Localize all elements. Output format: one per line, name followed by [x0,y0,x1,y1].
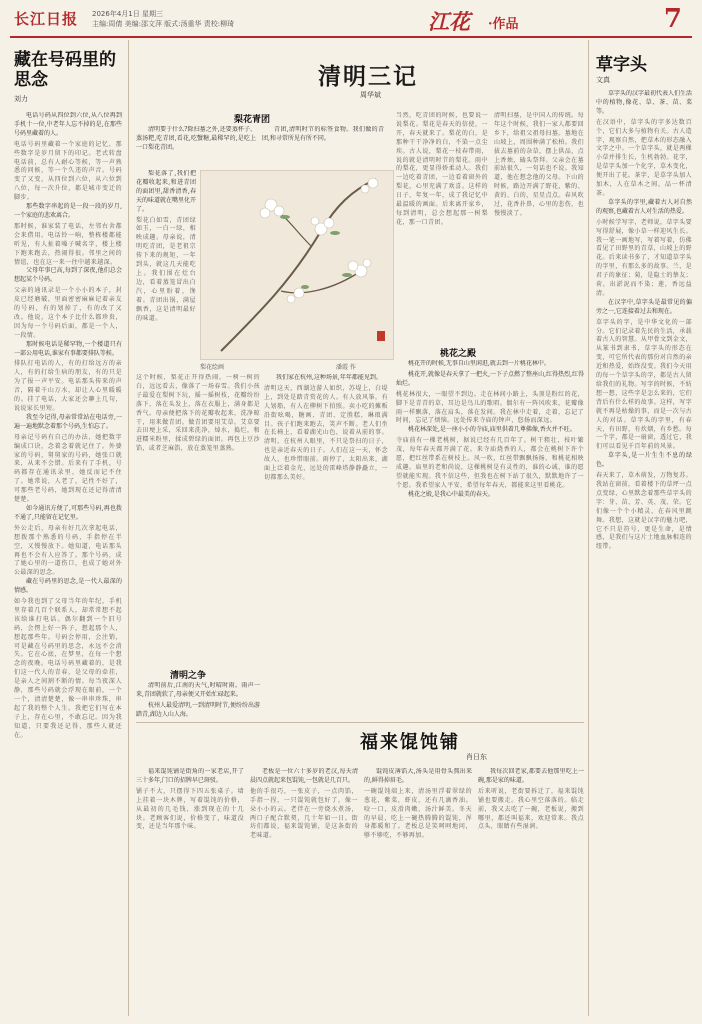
text-filler: 清明扫墓，是中国人的传统。每年这个时候，我们一家人都要回乡下，给祖父祖母扫墓。墓地在山坡上，周围种满了松柏。我们拔去墓前的杂草，摆上供品，点上香烛，磕头祭拜。父亲会在墓前站很久，一句话也不说。我知道，他在想念他的父母。下山的时候，路边开满了野花，紫的、黄的、白的，星星点点。春风吹过，花香扑鼻，心里的悲伤，也慢慢淡了。 [494,112,584,217]
paragraph: 福来馄饨铺是街角的一家老店,开了三十多年,门口的招牌早已斑驳。 [136,768,244,784]
text-filler: 小时候学写字，老师说，草字头要写得舒展，像小草一样迎风生长。我一笔一画地写，写着写着，仿佛看见了田野里的青草，山坡上的野花。后来读书多了，才知道草字头的字里，有那么多的故事。兰，是君子的象征；菊，是隐士的挚友；荷，出淤泥而不染；莲，香远益清。 [596,218,692,297]
paragraph: 如今通讯方便了,可那些号码,再也拨不通了,只能留在记忆里。 [14,504,122,521]
text-filler: 母亲记号码有自己的办法，她把数字编成口诀，念着念着就记住了。外婆家的号码，舅舅家的号码，她张口就来，从来不会错。后来有了手机，号码都存在通讯录里，她反而记不住了。她常说，人老了，记性不好了，可那些老号码，她到现在还记得清清楚楚。 [14,433,122,504]
bottom-col-4 [478,768,584,1018]
paragraph: 我们家在杭州,这种场景,年年都能见到。 [276,374,382,381]
text-filler: 春天来了，草木萌发，万物复苏。我站在窗前，看着楼下的草坪一点点变绿，心里默念着那些草字头的字：芽、苗、芳、英、茂、荣。它们像一个个小精灵，在春风里跳舞。我想，这就是汉字的魅力吧，它不只是符号，更是生命，是情感，是我们与这片土地血脉相连的纽带。 [596,472,692,551]
paragraph: 杭州人最爱清明,一到清明时节,便纷纷出游踏青,湖边人山人海。 [136,701,260,718]
paragraph: 草字头的汉字最初代表人们生活中的植物,像花、草、茶、苗、菜等。 [596,90,692,115]
paragraph: 电话号码从四位到六位,从八位再到手机十一位,中老年人忘不掉的是,在那些号码里藏着的人。 [14,112,122,137]
right-article-body [596,90,692,1016]
paragraph: 草字头的字里,藏着古人对自然的观察,也藏着古人对生活的热爱。 [596,198,692,215]
feature-intro-2 [262,126,384,166]
text-filler: 后来听说，老街要拆迁了，福来馄饨铺也要搬走。我心里空落落的。临走前，我又去吃了一碗，老板说，搬到哪里，都还叫福来，欢迎常来。我点点头，眼睛有些湿润。 [478,787,584,831]
text-filler: 梨花白如雪，青团绿如玉，一白一绿，相映成趣。母亲说，清明吃青团，是老祖宗传下来的规矩，一年到头，就这几天能吃上。我们围在灶台边，看着蒸笼冒出白汽，心里盼着，馋着。青团出锅，满屋飘香，这是清明最好的味道。 [136,216,196,322]
paragraph: 老板是一位六十多岁的老汉,每天清晨四点就起来包馄饨,一包就是几百只。 [250,768,358,784]
section-divider [136,722,584,723]
right-article-title: 草字头 [596,55,647,75]
left-article-author: 刘力 [14,95,28,103]
paragraph: 父母年事已高,每到了深夜,他们总会想起某个号码。 [14,267,122,284]
text-filler: 当然，吃青团的时候，也要说一说梨花。梨花是春天的信使，一开，春天就来了。梨花的白，是那种干干净净的白，不染一点尘埃。古人说，梨花一枝春带雨，说的就是清明时节的梨花。雨中的梨花，更显得娇柔动人。我们一边吃着青团，一边看着窗外的梨花，心里充满了欢喜。这样的日子，年复一年，成了我记忆中最温暖的画面。后来离开家乡，每到清明，总会想起那一树梨花，那一口青团。 [396,112,488,226]
issue-meta [92,9,332,29]
painting-caption: 梨花绘画 [200,364,225,371]
text-filler: 他的手很巧，一张皮子，一点肉馅，手指一捏，一只馄饨就包好了，像一朵小小的云。老伴在一旁烧水煮汤，两口子配合默契，几十年如一日。街坊们都说，福来馄饨铺，是这条街的老味道。 [250,787,358,840]
text-filler: 在汉语中，草字头的字多达数百个，它们大多与植物有关。古人造字，观察自然，把草木的形态融入文字之中。一个草字头，就是两棵小草并排生长，生机勃勃。花字，是草字头加一个化字，草木变化，便开出了花。茶字，是草字头加人加木，人在草木之间，品一杯清茶。 [596,118,692,197]
paragraph: 桃花开,就像是春天拿了一把火,一下子点燃了整座山,红得热烈,红得灿烂。 [396,370,584,387]
text-filler: 一碗馄饨端上来，清汤里浮着翠绿的葱花，紫菜，虾皮，还有几滴香油。咬一口，皮滑肉嫩，汤汁鲜美。冬天的早晨，吃上一碗热腾腾的馄饨，浑身都暖和了。老板总是笑呵呵地问，够不够吃，不够再加。 [364,787,472,840]
text-filler: 这个时候，梨花正开得热闹，一树一树的白，远远看去，像落了一场春雪。我们小孩子最爱在梨树下玩，摇一摇树枝，花瓣纷纷落下，落在头发上，落在衣服上，满身都是香气。母亲便把落下的花瓣收起来，洗净晾干，用来做青团。做青团要用艾草，艾草要去田埂上采，采回来洗净，焯水，捣烂，和进糯米粉里，揉成碧绿的面团。再包上豆沙馅，或者芝麻馅，放在蒸笼里蒸熟。 [136,374,260,453]
feature-col-4 [396,112,488,342]
bottom-article-author: 肖日东 [466,753,487,761]
paragraph: 草字头,是一片生生不息的绿色。 [596,452,692,469]
left-article-body [14,112,122,1012]
subheading-pear-blossom: 梨花青团 [234,115,271,125]
paragraph: 桃花开的时候,无事自山里闲逛,就去到一片桃花林中。 [408,360,550,367]
feature-col-2 [136,374,260,664]
paragraph: 藏在号码里的思念,是一代人最深的情感。 [14,578,122,595]
paragraph: 清明要于什么?除扫墓之外,还要蒸杯子、蒸汤粑,吃青团,看花,吃蟹糖,最稀罕的,是吃上一口梨花青团。 [136,126,256,151]
paragraph: 在汉字中,草字头是最常见的偏旁之一,它连接着过去和现在。 [596,298,692,315]
masthead [10,6,692,38]
subheading-peach-blossom: 桃花之殿 [440,349,477,359]
text-filler: 排队打电话的人，有的打给远方的亲人，有的打给生病的朋友，有的只是为了报一声平安。电话那头传来的声音，隔着千山万水，却让人心里暖暖的。挂了电话，大家还会聊上几句，说说家长里短。 [14,360,122,412]
column-divider [588,40,589,1016]
text-filler: 父亲的通讯录是一个小小的本子，封皮已经磨破，里面密密麻麻记着亲友的号码，有的划掉了，有的改了又改。他说，这个本子比什么都珍贵，因为每一个号码后面，都是一个人，一段情。 [14,287,122,339]
text-filler: 如今我也到了父母当年的年纪，手机里存着几百个联系人，却常常想不起该给谁打电话。偶尔翻到一个旧号码，会愣上好一阵子，想起那个人，想起那些年。号码会停用，会注销，可是藏在号码里的思念，永远不会消失。它在心底，在梦里，在每一个想念的夜晚。电话号码里藏着的，是我们这一代人的青春，是父母的牵挂，是亲人之间割不断的情。每当夜深人静，那些号码就会浮现在眼前，一个一个，清清楚楚，像一串串珍珠，串起了我的整个人生。我把它们写在本子上，存在心里，不敢忘记。因为我知道，只要我还记得，那些人就还在。 [14,598,122,739]
section-name: ·作品 [488,17,519,32]
paragraph: 我每次回老家,都要去他那里吃上一碗,那是家的味道。 [478,768,584,784]
feature-author: 周华斌 [360,91,381,99]
feature-col-5 [494,112,584,342]
pear-blossom-painting [200,170,394,360]
text-filler: 桃花林很大，一眼望不到边。走在林间小路上，头顶是粉红的花，脚下是青青的草，耳边是鸟儿的歌唱。偶尔有一阵风吹来，花瓣像雨一样飘落，落在肩头，落在发间。我在林中走着，走着，忘记了时间，忘记了烦恼。远处传来寺庙的钟声，悠扬而深远。 [396,390,584,425]
paragraph: 清明前后,江南的天气,时晴时雨。雨声一来,青团就软了,母亲便又开始忙碌起来。 [136,682,260,698]
feature-col-3 [264,374,388,724]
issue-editors: 主编:周倩 美编:邵文萍 版式:汤重华 责校:柳琦 [92,20,235,28]
bottom-col-2 [250,768,358,1018]
feature-title: 清明三记 [318,63,418,90]
feature-side-text [136,170,196,360]
text-filler: 电话号码里藏着一个家庭的记忆，那些数字是岁月留下的印记。老式转盘电话前，总有人耐心等候，等一声熟悉的问候，等一个久违的声音。号码变了又变，从四位到六位，从六位到八位，每一次升位，都是城市变迁的脚步。 [14,140,122,202]
bottom-col-3 [364,768,472,1018]
paragraph: 馄饨皮薄馅大,汤头是用骨头熬出来的,鲜得掉眉毛。 [364,768,472,784]
feature-intro [136,126,256,166]
paragraph: 那时候电话是稀罕物,一个楼道只有一部公用电话,谁家有事都要排队等候。 [14,340,122,357]
newspaper-name: 长江日报 [14,10,79,28]
issue-date: 2026年4月1日 星期三 [92,10,163,18]
paragraph: 桃花林深处,是一座小小的寺庙,庙里供着几尊佛像,香火并不旺。 [408,426,576,434]
text-filler: 清明这天，西湖边游人如织，苏堤上，白堤上，到处是踏青赏花的人。有人放风筝，有人划船，有人在柳树下拍照。卖小吃的摊贩沿街吆喝，糖画、青团、定胜糕，琳琅满目。孩子们跑来跑去，笑声不断。老人们坐在长椅上，看着湖光山色，说着从前的事。清明，在杭州人眼里，不只是祭扫的日子，也是亲近春天的日子。人们在这一天，怀念故人，也珍惜眼前。雨停了，太阳出来，湖面上泛着金光，远处的雷峰塔静静矗立，一切都那么美好。 [264,384,388,481]
text-filler: 那时候，谁家装了电话，左邻右舍都会来借用。电话铃一响，整栋楼都能听见，有人扯着嗓子喊名字，楼上楼下跑来跑去，热闹得很。邻里之间的情谊，也在这一来一往中越来越深。 [14,222,122,266]
paragraph: 梨花落了,我们把花瓣收起来,和进青团的面团里,甜香清香,春天的味道就在嘴里化开了。 [136,170,196,213]
supplement-logo: 江花 [428,9,470,34]
painting-author: 潘霞 作 [336,364,356,371]
paragraph: 我至今记得,母亲常常站在电话旁,一遍一遍地默念着那个号码,生怕忘了。 [14,413,122,430]
paragraph: 青团,清明时节的标签食物。我们做的青团,和寻常所见有所不同。 [262,126,384,142]
text-filler: 草字头的字，是中华文化的一部分。它们记录着先民的生活，承载着古人的智慧。从甲骨文到金文，从篆书到隶书，草字头的形态在变，可它所代表的那份对自然的亲近和热爱，始终没变。我们今天用的每一个草字头的字，都是古人留给我们的礼物。写字的时候，不妨想一想，这些字是怎么来的，它们背后有什么样的故事。这样，写字就不再是枯燥的事，而是一次与古人的对话。草字头的字里，有春天，有田野，有炊烟，有乡愁。每一个字，都是一扇窗，透过它，我们可以看见千百年前的风景。 [596,318,692,451]
text-filler: 寺庙前有一棵老桃树，据说已经有几百年了。树干粗壮，枝叶繁茂，每年春天都开满了花。来寺庙烧香的人，都会在桃树下许个愿，把红丝带系在树枝上。风一吹，红丝带飘飘扬扬，和桃花相映成趣。庙里的老和尚说，这棵桃树是有灵性的，谁的心诚，谁的愿望就能实现。我不信这些，但我也在树下站了很久，默默地许了一个愿。我希望家人平安，希望每年春天，都能来这里看桃花。 [396,437,584,489]
left-article-title: 藏在号码里的思念 [14,50,116,90]
paragraph: 桃花之殿,是我心中最美的春天。 [408,490,494,498]
pear-blossom-illustration [201,171,393,359]
bottom-article-title: 福来馄饨铺 [360,732,460,753]
feature-col-2b [136,682,260,722]
column-divider [128,40,129,1016]
paragraph: 那些数字串起的是一段一段的岁月,一个家庭的悲欢离合。 [14,203,122,219]
page-number: 7 [663,4,682,34]
right-article-author: 文真 [596,76,610,84]
subheading-qingming-dispute: 清明之争 [170,671,207,681]
text-filler: 外公走后，母亲有好几次拿起电话，想拨那个熟悉的号码，手指停在半空，又慢慢放下。她知道，电话那头再也不会有人应答了。那个号码，成了她心里的一道伤口，也成了她对外公最深的思念。 [14,524,122,577]
feature-col-6 [396,360,584,720]
bottom-col-1 [136,768,244,1018]
text-filler: 铺子不大，只摆得下四五张桌子。墙上挂着一块木牌，写着馄饨的价格，从最初的几毛钱，涨到现在的十几块。老顾客们说，价格变了，味道没变，还是当年那个味。 [136,787,244,831]
